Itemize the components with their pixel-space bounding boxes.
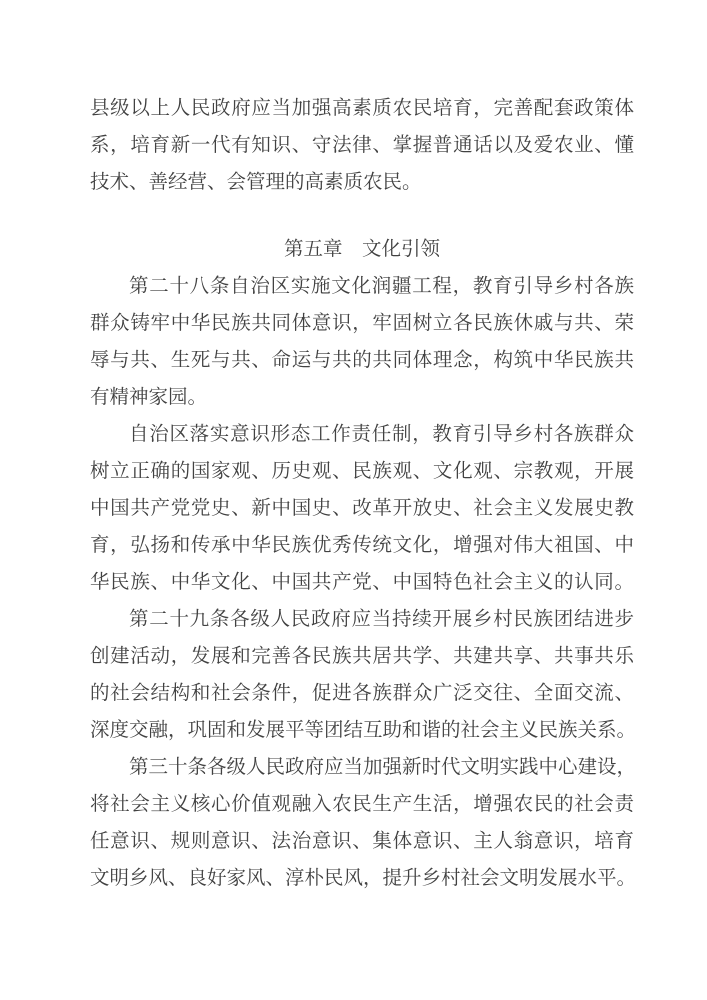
paragraph <box>90 268 634 416</box>
paragraph <box>90 416 634 601</box>
paragraph <box>90 601 637 749</box>
text-line: 群众铸牢中华民族共同体意识，牢固树立各民族休戚与共、荣 <box>90 313 634 334</box>
text-line: 创建活动，发展和完善各民族共居共学、共建共享、共事共乐 <box>90 646 634 667</box>
text-line: 辱与共、生死与共、命运与共的共同体理念，构筑中华民族共 <box>90 350 634 371</box>
text-line: 系，培育新一代有知识、守法律、掌握普通话以及爱农业、懂 <box>90 135 634 156</box>
text-line: 任意识、规则意识、法治意识、集体意识、主人翁意识，培育 <box>90 831 634 852</box>
text-line: 华民族、中华文化、中国共产党、中国特色社会主义的认同。 <box>90 572 634 593</box>
text-line: 第三十条各级人民政府应当加强新时代文明实践中心建设， <box>129 757 637 778</box>
text-line: 技术、善经营、会管理的高素质农民。 <box>90 172 422 193</box>
text-line: 中国共产党党史、新中国史、改革开放史、社会主义发展史教 <box>90 498 634 519</box>
text-line: 育，弘扬和传承中华民族优秀传统文化，增强对伟大祖国、中 <box>90 535 634 556</box>
text-line: 第二十九条各级人民政府应当持续开展乡村民族团结进步 <box>129 609 634 630</box>
text-line: 树立正确的国家观、历史观、民族观、文化观、宗教观，开展 <box>90 461 634 482</box>
paragraph <box>90 90 634 201</box>
document-content <box>90 90 637 897</box>
chapter-heading: 第五章 文化引领 <box>283 239 440 260</box>
text-line: 的社会结构和社会条件，促进各族群众广泛交往、全面交流、 <box>90 683 634 704</box>
text-line: 有精神家园。 <box>90 387 208 408</box>
text-line: 县级以上人民政府应当加强高素质农民培育，完善配套政策体 <box>90 98 634 119</box>
text-line: 将社会主义核心价值观融入农民生产生活，增强农民的社会责 <box>90 794 634 815</box>
text-line: 深度交融，巩固和发展平等团结互助和谐的社会主义民族关系。 <box>90 720 637 741</box>
text-line: 自治区落实意识形态工作责任制，教育引导乡村各族群众 <box>129 424 634 445</box>
text-line: 文明乡风、良好家风、淳朴民风，提升乡村社会文明发展水平。 <box>90 868 637 889</box>
paragraph <box>90 749 637 897</box>
text-line: 第二十八条自治区实施文化润疆工程，教育引导乡村各族 <box>129 276 634 297</box>
